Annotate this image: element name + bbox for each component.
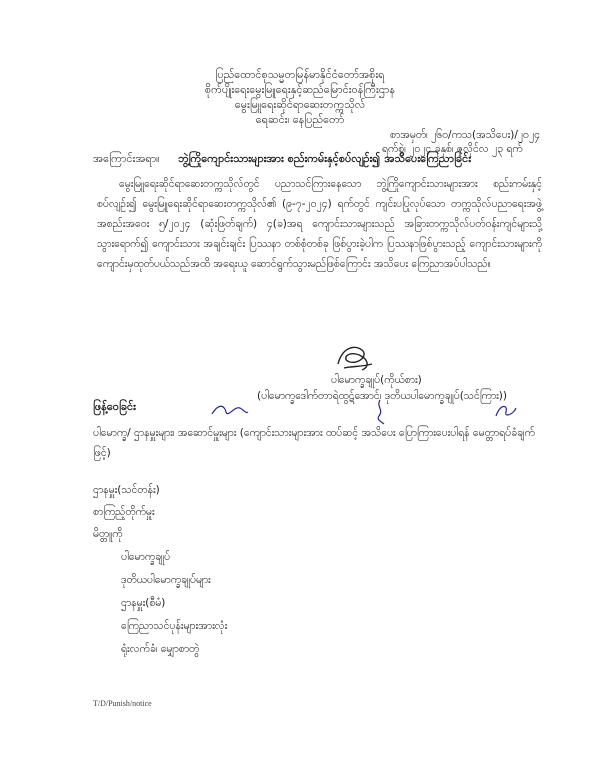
distribution-heading: ဖြန့်ဝေခြင်း — [93, 400, 136, 413]
subject-label: အကြောင်းအရာ။ — [93, 152, 160, 165]
header-location: ရေဆင်း၊ နေပြည်တော် — [255, 113, 345, 126]
initial-signature-left — [210, 400, 250, 420]
initial-signature-right — [492, 400, 520, 422]
body-paragraph: မွေးမြူရေးဆိုင်ရာဆေးတက္ကသိုလ်တွင် ပညာသင်ကြားနေသော ဘွဲ့ကြိုကျောင်းသားများအား စည်းကမ်းနှင့်စပ်လျဉ်း၍ မွေးမြူရေးဆိုင်ရာဆေးတက္ကသိုလ်၏ (၉-၇-၂၀၂၄) ရက်တွင် ကျင်းပပြုလုပ်သော တက္ကသိုလ်ပညာရေးအဖွဲ့ အစည်းအဝေး ၅/၂၀၂၄ (ဆုံးဖြတ်ချက်) ၄(ခ)အရ ကျောင်းသားများသည် အခြားတက္ကသိုလ်ပတ်ဝန်းကျင်များသို့ သွားရောက်၍ ကျောင်းသား အချင်းချင်း ပြဿနာ တစ်စုံတစ်ခု ဖြစ်ပွားခဲ့ပါက ပြဿနာဖြစ်ပွားသည့် ကျောင်းသားများကို ကျောင်းမှထုတ်ပယ်သည်အထိ အရေးယူ ဆောင်ရွက်သွားမည်ဖြစ်ကြောင်း အသိပေး ကြေညာအပ်ပါသည်။ — [97, 178, 542, 270]
header-government: ပြည်ထောင်စုသမ္မတမြန်မာနိုင်ငံတော်အစိုးရ — [215, 68, 385, 81]
distribution-lead: ပါမောက္ခ/ ဌာနမှူးများ၊ အဆောင်မှူးများ (ကျောင်းသားများအား ထပ်ဆင့် အသိပေး ပြောကြားပေးပါရန် မေတ္တာရပ်ခံချက်ဖြင့်) — [93, 427, 535, 459]
distribution-item: စာကြည့်တိုက်မှူး — [93, 506, 155, 518]
copy-item: ကြေညာသင်ပုန်းများအားလုံး — [121, 620, 228, 632]
copy-item: ဒုတိယပါမောက္ခချုပ်များ — [121, 574, 211, 586]
initial-signature-middle — [370, 398, 390, 426]
distribution-item: ဌာနမှူး(သင်တန်း) — [93, 484, 160, 496]
copy-item: ရုံးလက်ခံ၊ မျှောစာတွဲ — [121, 643, 200, 655]
signature-name: ပါမောက္ခချုပ်(ကိုယ်စား) — [331, 374, 422, 386]
copy-heading: မိတ္တူကို — [93, 528, 123, 540]
copy-item: ဌာနမှူး(စီမံ) — [121, 597, 166, 609]
document-date: ရက်စွဲ၊ ၂၀၂၄ ခုနှစ်၊ ဇူလိုင်လ ၂၃ ရက် — [382, 143, 523, 155]
header-university: မွေးမြူရေးဆိုင်ရာဆေးတက္ကသိုလ် — [234, 98, 366, 111]
reference-number: စာအမှတ်၊ ၂၆၀/ကသ(အသိပေး)/၂၀၂၄ — [390, 129, 541, 141]
copy-item: ပါမောက္ခချုပ် — [121, 551, 171, 563]
file-reference: T/D/Punish/notice — [93, 699, 152, 708]
signature-title: (ပါမောက္ခဒေါက်တာရဲထွဋ်အောင်၊ ဒုတိယပါမောက္ခချုပ်(သင်ကြား)) — [257, 390, 507, 402]
principal-signature — [332, 340, 378, 374]
subject-title: ဘွဲ့ကြိုကျောင်းသားများအား စည်းကမ်းနှင့်စပ်လျဉ်း၍ အသိပေးကြေညာခြင်း — [178, 152, 471, 165]
header-ministry: စိုက်ပျိုးရေးမွေးမြူရေးနှင့်ဆည်မြောင်းဝန်ကြီးဌာန — [204, 83, 396, 96]
